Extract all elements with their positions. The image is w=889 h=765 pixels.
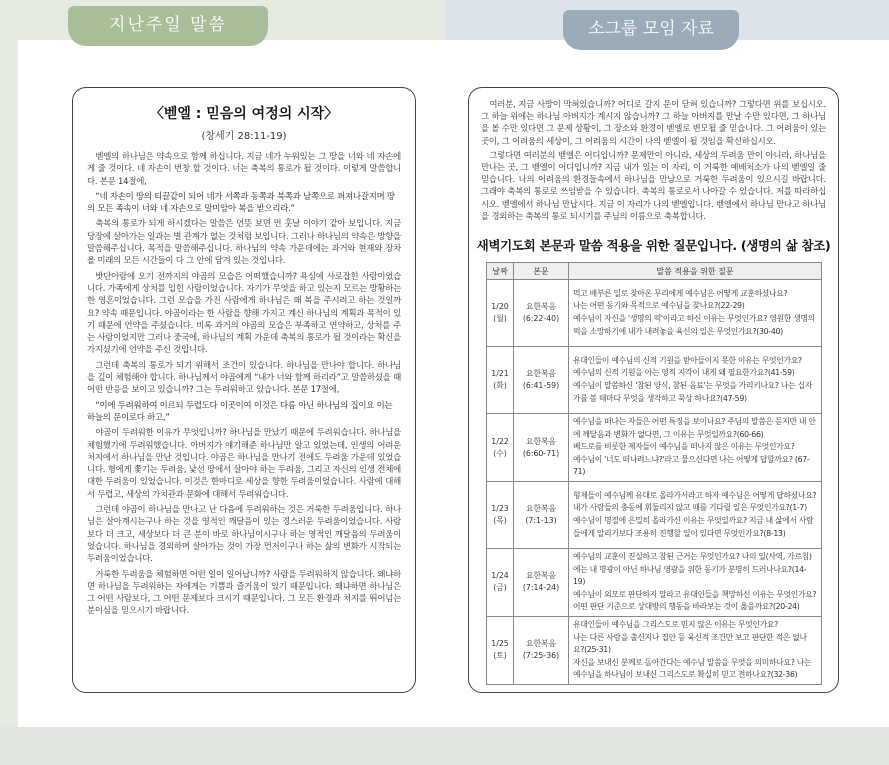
sermon-paragraph: 축복의 통로가 되게 하시겠다는 말씀은 언뜻 보면 먼 훗날 이야기 같아 보입니다. 지금 당장에 살아가는 일과는 별 관계가 없는 것처럼 보입니다. 그러나 하나님의 약속은 방향을 말씀해주십니다. 목적을 말씀해주십니다. 하나님의 약속 가운데에는 과거와 현재와 장차 올 미래의 모든 시간들이 다 그 안에 담겨 있는 것입니다. <box>87 218 401 266</box>
table-row <box>487 482 822 549</box>
date-text: 1/23 <box>491 504 509 513</box>
passage-cell <box>514 482 569 549</box>
table-row <box>487 280 822 347</box>
day-text: (월) <box>493 314 507 324</box>
sermon-reference: (창세기 28:11-19) <box>201 131 287 142</box>
question-item: 예수님을 떠나는 자들은 어떤 특징을 보이나요? 주님의 말씀은 듣지만 내 안에 깨달음과 변화가 없다면, 그 이유는 무엇일까요?(60-66) <box>573 417 816 439</box>
day-text: (토) <box>493 651 507 661</box>
date-cell <box>487 482 514 549</box>
small-group-card <box>468 87 839 693</box>
date-text: 1/21 <box>491 369 509 379</box>
sermon-paragraph: 야곱이 두려워한 이유가 무엇입니까? 하나님을 만났기 때문에 두려워습니다. 하나님을 체험했기에 두려워했습니다. 아버지가 얘기해준 하나님만 알고 있었는데, 인생의 어려운 처지에서 하나님을 만난 것입니다. 야곱은 하나님을 만나기 전에도 두려움 가운데 있었습니다. 형에게 쫓기는 두려움, 낯선 땅에서 살아야 하는 두려움, 그리고 자신의 인생 전체에 대한 두려움이 있었습니다. 이것은 한마디로 세상을 향한 두려움이었습니다. 사람에 대해서 두렵고, 세상의 가치관과 문화에 대해서 두려워습니다. <box>87 427 401 499</box>
question-item: 예수님의 교훈이 진실하고 참된 근거는 무엇인가요? 나의 일(사역, 가르침)에는 내 명광이 아닌 하나님 영광을 위한 동기가 분명히 드러나나요?(14-19) <box>573 552 812 587</box>
passage-cell <box>514 414 569 482</box>
table-row <box>487 347 822 414</box>
question-item: 예수님의 신적 기원을 아는 영적 지각이 내게 왜 필요한가요?(41-59) <box>573 368 795 378</box>
date-cell <box>487 616 514 684</box>
date-cell <box>487 347 514 414</box>
sermon-paragraph: 밧단아람에 오기 전까지의 야곱의 모습은 어떠했습니까? 욕심에 사로잡힌 사람이었습니다. 가족에게 상처를 입힌 사람이었습니다. 자기가 무엇을 하고 있는지 모르는 방황하는 한 영혼이었습니다. 그런 모습을 가진 사람에게 하나님은 왜 복을 주시려고 하는 것일까요? 약속 때문입니다. 야곱이라는 한 사람을 향해 가지고 계신 하나님의 계획과 목적이 있기 때문에 언약을 주셨습니다. 비록 과거의 야곱의 모습은 부족하고 연약하고, 상처를 주는 사람이었지만 그러나 중국에, 하나님의 계획 가운데 축복의 통로가 될 것이라는 확신을 가지셨기에 언약을 주신 것입니다. <box>87 270 401 355</box>
date-cell <box>487 414 514 482</box>
table-row <box>487 616 822 684</box>
date-cell <box>487 549 514 617</box>
sermon-card <box>72 87 416 693</box>
question-item: 예수님이 명절에 은밀히 올라가신 이유는 무엇일까요? 지금 내 삶에서 사람들에게 알리기보다 조용히 진행할 일이 있다면 무엇인가요?(8-13) <box>573 516 814 538</box>
table-row <box>487 414 822 482</box>
verses-text: (7:25-36) <box>522 651 560 661</box>
day-text: (화) <box>493 381 507 391</box>
tab-last-sunday-sermon: 지난주일 말씀 <box>68 6 268 46</box>
table-row <box>487 549 822 617</box>
question-item: 먹고 배부른 일로 찾아온 무리에게 예수님은 어떻게 교훈하셨나요? <box>573 288 788 298</box>
question-item: 베드로를 비롯한 제자들이 예수님을 떠나지 않은 이유는 무엇인가요? <box>573 442 795 452</box>
questions-cell <box>569 280 822 347</box>
date-text: 1/24 <box>491 571 509 581</box>
verses-text: (6:41-59) <box>522 381 560 391</box>
questions-cell <box>569 616 822 684</box>
reflection-body <box>469 98 838 222</box>
book-text: 요한복음 <box>525 436 557 446</box>
header-questions: 말씀 적용을 위한 질문 <box>569 263 822 280</box>
sermon-paragraph: 그런데 야곱이 하나님을 만나고 난 다음에 두려워하는 것은 거룩한 두려움입니다. 하나님은 살아계시는구나 하는 것을 영적인 깨달음이 있는 경스러운 두려움이었습니다. 사람보다 더 크고, 세상보다 더 큰 분이 바로 하나님이시구나 하는 영적인 깨달음의 두려움이었습니다. 하나님을 경외하며 살아가는 것이 가장 먼저이구나 하는 삶의 변화가 시작되는 두려움이었습니다. <box>87 504 401 564</box>
sermon-paragraph: 그런데 축복의 통로가 되기 위해서 조건이 있습니다. 하나님을 만나야 합니다. 하나님을 깊이 체험해야 합니다. 하나님께서 야곱에게 “내가 너와 함께 하리라”고 말씀하셨을 때 어떤 반응을 보이고 있습니까? 그는 두려워하고 있습니다. 본문 17절에, <box>87 359 401 395</box>
question-item: 자신을 보내신 분께로 돌아간다는 예수님 말씀을 무엇을 의미하나요? 나는 예수님을 하나님이 보내신 그리스도로 확실히 믿고 전하나요?(32-36) <box>573 657 812 680</box>
scripture-quote: “네 자손이 땅의 티끌같이 되어 네가 서쪽과 동쪽과 북쪽과 남쪽으로 퍼져나갈지며 땅의 모든 족속이 너와 네 자손으로 말미암아 복을 받으리라.” <box>87 190 395 214</box>
passage-cell <box>514 280 569 347</box>
verses-text: (7:1-13) <box>525 516 557 525</box>
verses-text: (6:22-40) <box>522 314 560 324</box>
tab-small-group-material: 소그룹 모임 자료 <box>563 10 739 50</box>
questions-cell <box>569 549 822 617</box>
sermon-title: 〈벧엘 : 믿음의 여정의 시작〉 <box>149 106 339 122</box>
questions-table <box>486 262 822 685</box>
book-text: 요한복음 <box>525 504 557 513</box>
question-item: 형제들이 예수님께 유대로 올라가서라고 하자 예수님은 어떻게 답하셨나요? <box>573 490 817 500</box>
date-cell <box>487 280 514 347</box>
sermon-paragraph: 벧엘의 하나님은 약속으로 함께 하십니다. 지금 네가 누워있는 그 땅을 너와 네 자손에게 줄 것이다. 네 자손이 번창 할 것이다. 너는 축복의 통로가 될 것이다. 이렇게 말씀합니다. 본문 14절에, <box>87 151 401 186</box>
passage-cell <box>514 549 569 617</box>
question-item: 유대인들이 예수님을 그리스도로 믿지 않은 이유는 무엇인가요? <box>573 619 778 629</box>
question-item: 유대인들이 예수님의 신적 기원을 받아들이지 못한 이유는 무엇인가요? <box>573 355 802 365</box>
question-item: 예수님이 자신을 '생명의 떡'이라고 하신 이유는 무엇인가요? 영원한 생명의 떡을 소망하기에 내가 내려놓을 육신의 일은 무엇인가요?(30-40) <box>573 314 815 336</box>
sermon-paragraph: 거룩한 두려움을 체험하면 어떤 일이 일어납니까? 사람을 두려워하지 않습니다. 왜냐하면 하나님을 두려워하는 자에게는 기쁨과 즐거움이 있기 때문입니다. 왜냐하면 하나님은 그 어떤 사람보다, 그 어떤 문제보다 크시기 때문입니다. 그 모든 환경과 처지를 뛰어넘는 분이심을 믿으시기 바랍니다. <box>87 568 401 616</box>
question-item: 내가 사람들의 충동에 휘둘리지 않고 때를 기다릴 일은 무엇인가요?(1-7) <box>573 503 807 513</box>
book-text: 요한복음 <box>525 639 557 649</box>
date-text: 1/20 <box>491 302 509 312</box>
header-passage: 본문 <box>514 263 569 280</box>
reflection-paragraph: 여러분, 지금 사방이 막혀있습니까? 어디로 갈지 문이 닫혀 있습니까? 그렇다면 위를 보십시오. 그 하늘 위에는 하나님 아버지가 계시지 않습니까? 그 하늘 아버지를 만날 수만 있다면, 그 하나님을 볼 수만 있다면 그 문제 상황이, 그 장소와 환경이 벧엘로 변모될 줄 믿습니다. 그 어려움이 있는 곳이, 그 어려움의 세상이, 그 어려움의 시간이 나의 벧엘이 될 것임을 확신하십시오. <box>481 99 826 146</box>
questions-cell <box>569 482 822 549</box>
question-item: 예수님이 '너도 떠나려느냐?'라고 물으신다면 나는 어떻게 답할까요? (67-71) <box>573 454 810 477</box>
passage-cell <box>514 347 569 414</box>
day-text: (금) <box>493 583 507 593</box>
passage-cell <box>514 616 569 684</box>
reflection-paragraph: 그렇다면 여러분의 벧엘은 어디입니까? 문제만이 아니라, 세상의 두려움 만이 아니라, 하나님을 만나는 곳, 그 벧엘이 어디입니까? 지금 내가 있는 이 자리, 이 거룩한 예배처소가 나의 벧엘일 줄 믿습니다. 나의 어려움의 환경들속에서 하나님을 만남으로 거룩한 두려움이 있으시길 바랍니다. 그래야 축복의 통로로 쓰임받을 수 있습니다. 축복의 통로로서 나아갈 수 있습니다. 저를 따라하십시오. 벧엘에서 하나님 만납시다. 지금 이 자리가 나의 벧엘입니다. 벧엘에서 하나님 만나고 하나님을 경외하는 축복의 통로 되시기를 주님의 이름으로 축복합니다. <box>481 149 826 221</box>
date-text: 1/25 <box>491 639 509 649</box>
question-item: 예수님이 말씀하신 '참된 양식, 참된 음료'는 무엇을 가리키나요? 나는 십자가를 볼 때마다 무엇을 생각하고 묵상 하나요?(47-59) <box>573 381 813 403</box>
questions-cell <box>569 347 822 414</box>
sermon-body <box>73 150 415 617</box>
verses-text: (6:60-71) <box>522 448 560 458</box>
questions-title: 새벽기도회 본문과 말씀 적용을 위한 질문입니다. (생명의 삶 참조) <box>476 238 831 254</box>
book-text: 요한복음 <box>525 571 557 581</box>
day-text: (수) <box>493 448 507 458</box>
question-item: 나는 어떤 동기와 목적으로 예수님을 찾나요?(22-29) <box>573 301 745 311</box>
book-text: 요한복음 <box>525 302 557 312</box>
bottom-band <box>0 727 889 765</box>
scripture-quote: “이에 두려워하여 이르되 두렵도다 이곳이여 이것은 다름 아닌 하나님의 집이요 이는 하늘의 문이로다 하고,” <box>87 399 393 422</box>
book-text: 요한복음 <box>525 369 557 379</box>
day-text: (목) <box>493 516 507 525</box>
question-item: 예수님이 외모로 판단하지 말라고 유대인들을 책망하신 이유는 무엇인가요? 어떤 판단 기준으로 상대방의 행동을 바라보는 것이 옳을까요?(20-24) <box>573 589 817 612</box>
question-item: 나는 다른 사람을 출신지나 집안 등 육신적 조건만 보고 판단한 적은 없나요?(25-31) <box>573 632 807 655</box>
verses-text: (7:14-24) <box>522 583 560 593</box>
header-date: 날짜 <box>487 263 514 280</box>
questions-cell <box>569 414 822 482</box>
date-text: 1/22 <box>491 436 509 446</box>
